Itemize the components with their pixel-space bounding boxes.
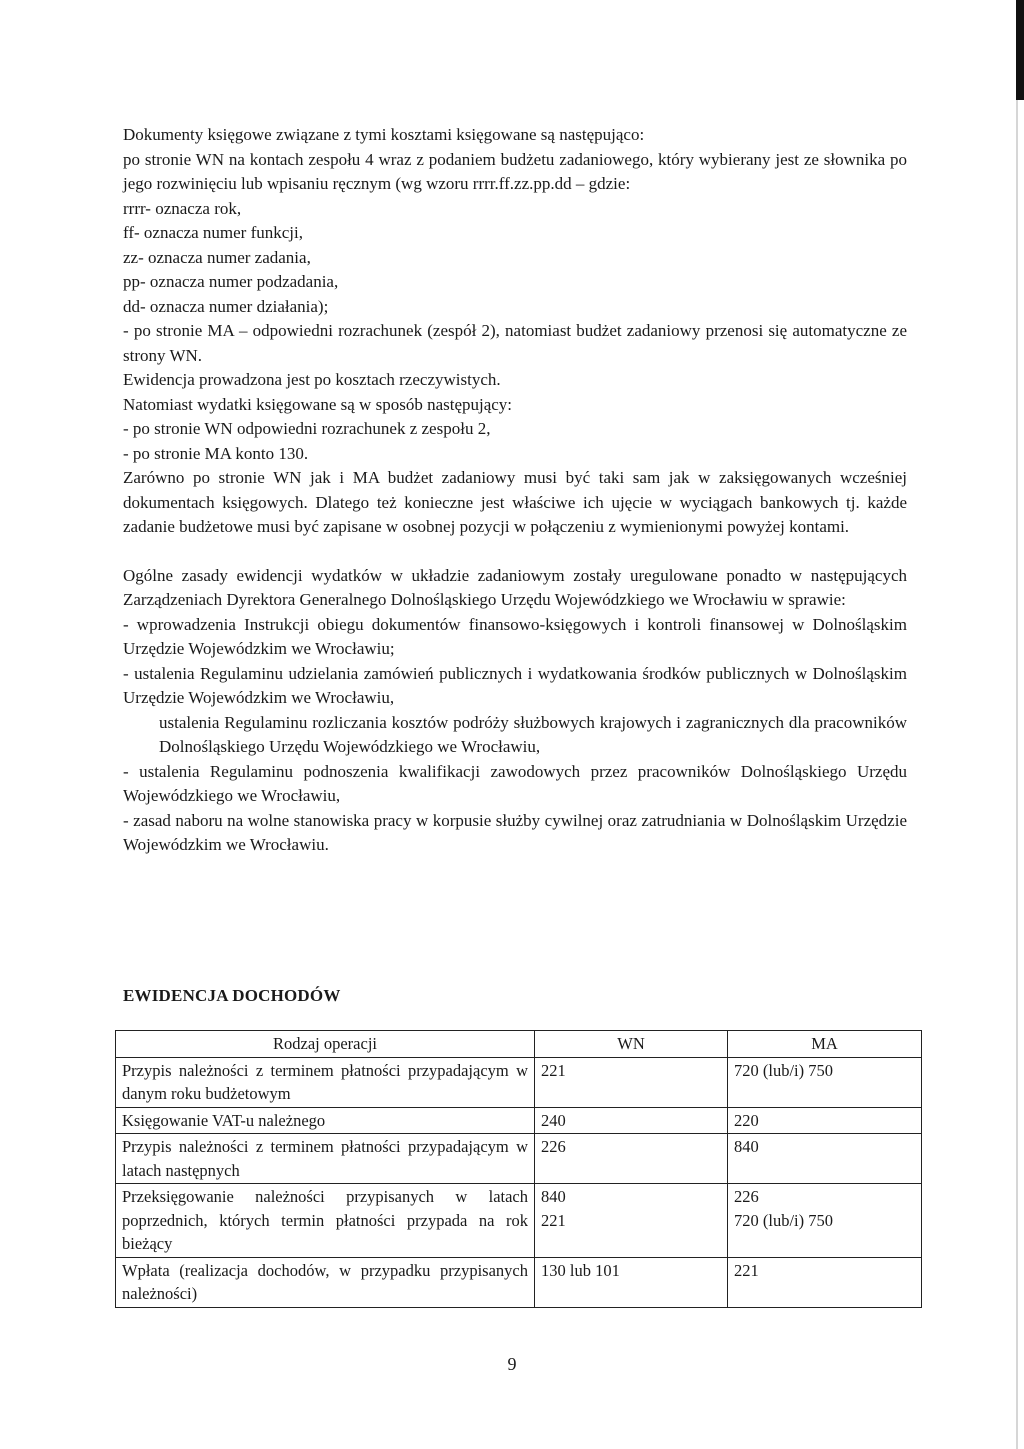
cell-operation: Księgowanie VAT-u należnego — [116, 1107, 535, 1134]
table-header-row — [116, 1031, 922, 1058]
column-header-operation: Rodzaj operacji — [116, 1031, 535, 1058]
cell-ma: 221 — [728, 1257, 922, 1307]
cell-ma: 720 (lub/i) 750 — [728, 1057, 922, 1107]
list-item: ustalenia Regulaminu rozliczania kosztów podróży służbowych krajowych i zagranicznych dla pracowników Dolnośląskiego Urzędu Wojewódzkiego we Wrocławiu, — [159, 712, 907, 756]
list-item: zz- oznacza numer zadania, — [123, 247, 311, 267]
page-edge-mark — [1016, 0, 1024, 100]
cell-ma: 226 720 (lub/i) 750 — [728, 1184, 922, 1258]
list-item: - ustalenia Regulaminu podnoszenia kwalifikacji zawodowych przez pracowników Dolnośląskiego Urzędu Wojewódzkiego we Wrocławiu, — [123, 761, 907, 805]
spacer — [123, 540, 907, 564]
column-header-ma: MA — [728, 1031, 922, 1058]
list-item: - po stronie MA konto 130. — [123, 443, 309, 463]
cell-wn: 840 221 — [535, 1184, 728, 1258]
table-row — [116, 1134, 922, 1184]
cell-operation: Przypis należności z terminem płatności przypadającym w danym roku budżetowym — [116, 1057, 535, 1107]
cell-ma: 220 — [728, 1107, 922, 1134]
paragraph: Natomiast wydatki księgowane są w sposób następujący: — [123, 394, 513, 414]
cell-operation: Wpłata (realizacja dochodów, w przypadku przypisanych należności) — [116, 1257, 535, 1307]
table-row — [116, 1057, 922, 1107]
cell-ma: 840 — [728, 1134, 922, 1184]
accounting-table — [115, 1030, 922, 1308]
list-item: ff- oznacza numer funkcji, — [123, 223, 303, 242]
list-item: - ustalenia Regulaminu udzielania zamówień publicznych i wydatkowania środków publicznych w Dolnośląskim Urzędzie Wojewódzkim we Wrocławiu, — [123, 663, 907, 707]
document-body — [123, 123, 907, 858]
table-row — [116, 1107, 922, 1134]
list-item: rrrr- oznacza rok, — [123, 198, 242, 218]
list-item: - po stronie WN odpowiedni rozrachunek z zespołu 2, — [123, 419, 491, 438]
list-item: - wprowadzenia Instrukcji obiegu dokumentów finansowo-księgowych i kontroli finansowej w Dolnośląskim Urzędzie Wojewódzkim we Wrocławiu; — [123, 614, 907, 658]
table-row — [116, 1257, 922, 1307]
cell-operation: Przeksięgowanie należności przypisanych w latach poprzednich, których termin płatności przypada na rok bieżący — [116, 1184, 535, 1258]
section-heading: EWIDENCJA DOCHODÓW — [123, 986, 341, 1005]
column-header-wn: WN — [535, 1031, 728, 1058]
paragraph: Zarówno po stronie WN jak i MA budżet zadaniowy musi być taki sam jak w zaksięgowanych wcześniej dokumentach księgowych. Dlatego też konieczne jest właściwe ich ujęcie w wyciągach bankowych tj. każde zadanie budżetowe musi być zapisane w osobnej pozycji w połączeniu z wymienionymi powyżej kontami. — [123, 468, 907, 536]
page-edge-line — [1016, 0, 1018, 1449]
cell-wn: 240 — [535, 1107, 728, 1134]
list-item: pp- oznacza numer podzadania, — [123, 272, 339, 291]
cell-wn: 221 — [535, 1057, 728, 1107]
cell-wn: 226 — [535, 1134, 728, 1184]
cell-wn: 130 lub 101 — [535, 1257, 728, 1307]
table-row — [116, 1184, 922, 1258]
paragraph: Dokumenty księgowe związane z tymi kosztami księgowane są następująco: — [123, 125, 645, 144]
list-item: dd- oznacza numer działania); — [123, 296, 329, 316]
paragraph: Ogólne zasady ewidencji wydatków w układzie zadaniowym zostały uregulowane ponadto w następujących Zarządzeniach Dyrektora Generalnego Dolnośląskiego Urzędu Wojewódzkiego we Wrocławiu w sprawie: — [123, 565, 907, 609]
paragraph: - po stronie MA – odpowiedni rozrachunek (zespół 2), natomiast budżet zadaniowy przenosi się automatyczne ze strony WN. — [123, 321, 907, 365]
paragraph: po stronie WN na kontach zespołu 4 wraz z podaniem budżetu zadaniowego, który wybierany jest ze słownika po jego rozwinięciu lub wpisaniu ręcznym (wg wzoru rrrr.ff.zz.pp.dd – gdzie: — [123, 149, 907, 193]
cell-operation: Przypis należności z terminem płatności przypadającym w latach następnych — [116, 1134, 535, 1184]
list-item: - zasad naboru na wolne stanowiska pracy w korpusie służby cywilnej oraz zatrudniania w Dolnośląskim Urzędzie Wojewódzkim we Wrocławiu. — [123, 810, 907, 854]
paragraph: Ewidencja prowadzona jest po kosztach rzeczywistych. — [123, 370, 501, 389]
page-number: 9 — [507, 1354, 517, 1374]
